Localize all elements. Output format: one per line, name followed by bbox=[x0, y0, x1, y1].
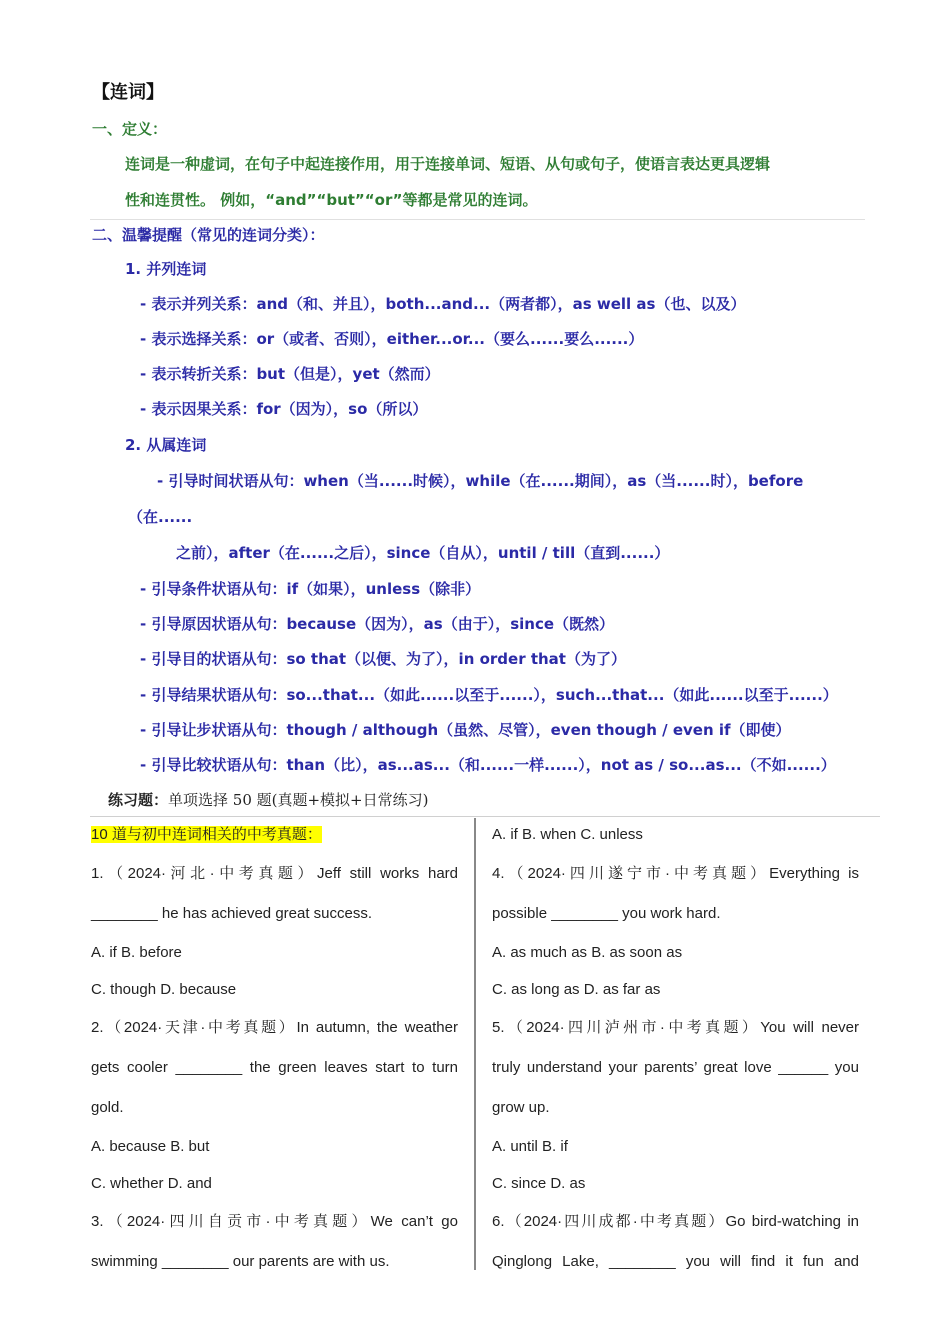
subordinating-title: 2. 从属连词 bbox=[125, 436, 207, 454]
question-2-line-c: gold. bbox=[91, 1099, 124, 1116]
time-clause-continued: 之前），after（在......之后），since（自从），until / till（直到......） bbox=[176, 544, 670, 562]
question-5-options-1: A. until B. if bbox=[492, 1138, 568, 1155]
column-divider bbox=[474, 818, 476, 1270]
question-4-options-2: C. as long as D. as far as bbox=[492, 981, 661, 998]
doc-title: 【连词】 bbox=[92, 82, 164, 103]
practice-label: 练习题： bbox=[108, 791, 169, 809]
coordinating-item: - 表示因果关系：for（因为），so（所以） bbox=[140, 400, 428, 418]
question-2-options-2: C. whether D. and bbox=[91, 1175, 212, 1192]
question-5-line-a: 5.（2024·四川泸州市·中考真题）You will never bbox=[492, 1019, 859, 1036]
practice-heading bbox=[108, 789, 428, 810]
question-3-stem bbox=[91, 1202, 458, 1282]
tips-heading: 二、温馨提醒（常见的连词分类）： bbox=[92, 226, 325, 244]
question-1-stem bbox=[91, 854, 458, 934]
coordinating-item: - 表示转折关系：but（但是），yet（然而） bbox=[140, 365, 440, 383]
coordinating-item: - 表示并列关系：and（和、并且），both...and...（两者都），as well as（也、以及） bbox=[140, 295, 746, 313]
question-3-line-a: 3.（2024·四川自贡市·中考真题）We can’t go bbox=[91, 1213, 458, 1230]
question-2-line-a: 2.（2024·天津·中考真题）In autumn, the weather bbox=[91, 1019, 458, 1036]
question-1-line-b: ________ he has achieved great success. bbox=[91, 905, 373, 922]
question-1-options-2: C. though D. because bbox=[91, 981, 237, 998]
definition-heading: 一、定义： bbox=[92, 120, 168, 138]
subordinating-item: - 引导目的状语从句：so that（以便、为了），in order that（为了） bbox=[140, 650, 626, 668]
definition-line-2: 性和连贯性。 例如，“and”“but”“or”等都是常见的连词。 bbox=[125, 191, 538, 209]
subordinating-item: - 引导结果状语从句：so...that...（如此......以至于......），such...that...（如此......以至于......） bbox=[140, 686, 838, 704]
time-clause-wrap: （在...... bbox=[128, 508, 193, 526]
left-column bbox=[91, 820, 458, 1282]
definition-line-1: 连词是一种虚词，在句子中起连接作用，用于连接单词、短语、从句或句子，使语言表达更具逻辑 bbox=[125, 155, 771, 173]
time-clause-item: - 引导时间状语从句：when（当......时候），while（在......期间），as（当......时），before bbox=[157, 472, 804, 490]
question-4-line-b: possible ________ you work hard. bbox=[492, 905, 721, 922]
subordinating-item: - 引导比较状语从句：than（比），as...as...（和......一样......），not as / so...as...（不如......） bbox=[140, 756, 836, 774]
subordinating-item: - 引导让步状语从句：though / although（虽然、尽管），even though / even if（即使） bbox=[140, 721, 791, 739]
highlight-heading: 10 道与初中连词相关的中考真题： bbox=[91, 826, 322, 843]
practice-desc: 单项选择 50 题(真题+模拟+日常练习) bbox=[168, 791, 429, 809]
question-6-stem bbox=[492, 1202, 859, 1282]
question-6-line-a: 6.（2024·四川成都·中考真题）Go bird-watching in bbox=[492, 1213, 859, 1230]
question-2-stem bbox=[91, 1008, 458, 1128]
question-2-options-1: A. because B. but bbox=[91, 1138, 210, 1155]
coordinating-title: 1. 并列连词 bbox=[125, 260, 207, 278]
question-6-line-b: Qinglong Lake, ________ you will find it fun and bbox=[492, 1253, 859, 1270]
question-3-options: A. if B. when C. unless bbox=[492, 826, 643, 843]
question-5-line-b: truly understand your parents’ great love ______ you bbox=[492, 1059, 859, 1076]
question-3-line-b: swimming ________ our parents are with us. bbox=[91, 1253, 390, 1270]
question-5-line-c: grow up. bbox=[492, 1099, 550, 1116]
right-column bbox=[492, 820, 859, 1282]
subordinating-item: - 引导原因状语从句：because（因为），as（由于），since（既然） bbox=[140, 615, 615, 633]
coordinating-item: - 表示选择关系：or（或者、否则），either...or...（要么......要么......） bbox=[140, 330, 644, 348]
question-4-line-a: 4.（2024·四川遂宁市·中考真题）Everything is bbox=[492, 865, 859, 882]
section-divider bbox=[90, 219, 865, 220]
subordinating-item: - 引导条件状语从句：if（如果），unless（除非） bbox=[140, 580, 481, 598]
question-5-stem bbox=[492, 1008, 859, 1128]
question-1-options-1: A. if B. before bbox=[91, 944, 182, 961]
question-1-line-a: 1.（2024·河北·中考真题）Jeff still works hard bbox=[91, 865, 458, 882]
question-4-stem bbox=[492, 854, 859, 934]
question-4-options-1: A. as much as B. as soon as bbox=[492, 944, 683, 961]
question-5-options-2: C. since D. as bbox=[492, 1175, 586, 1192]
practice-divider bbox=[90, 816, 880, 817]
question-2-line-b: gets cooler ________ the green leaves start to turn bbox=[91, 1059, 458, 1076]
definition-body bbox=[125, 146, 865, 218]
